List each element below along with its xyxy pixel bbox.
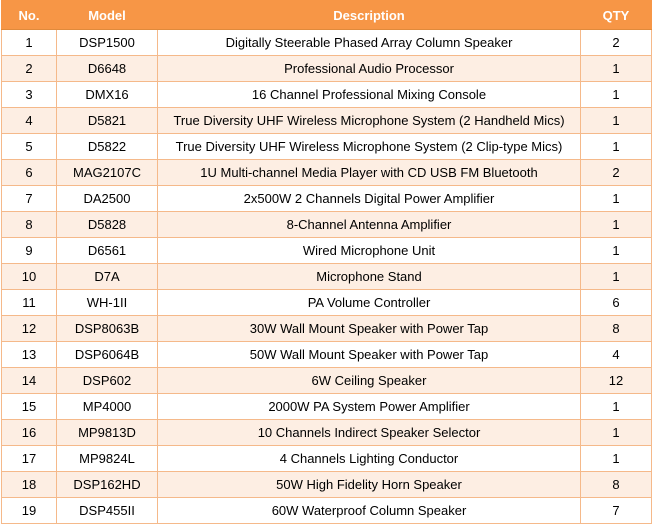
cell-qty: 1	[581, 108, 652, 134]
cell-model: MAG2107C	[57, 160, 158, 186]
cell-description: PA Volume Controller	[158, 290, 581, 316]
cell-no: 16	[2, 420, 57, 446]
cell-no: 19	[2, 498, 57, 524]
cell-model: MP9813D	[57, 420, 158, 446]
cell-description: 2000W PA System Power Amplifier	[158, 394, 581, 420]
cell-description: 60W Waterproof Column Speaker	[158, 498, 581, 524]
cell-model: D6561	[57, 238, 158, 264]
cell-qty: 1	[581, 420, 652, 446]
cell-no: 17	[2, 446, 57, 472]
cell-no: 5	[2, 134, 57, 160]
cell-no: 14	[2, 368, 57, 394]
cell-model: DSP8063B	[57, 316, 158, 342]
cell-model: DMX16	[57, 82, 158, 108]
table-row	[2, 498, 652, 524]
cell-no: 3	[2, 82, 57, 108]
cell-qty: 7	[581, 498, 652, 524]
table-row	[2, 30, 652, 56]
cell-qty: 12	[581, 368, 652, 394]
cell-qty: 1	[581, 56, 652, 82]
cell-model: D5822	[57, 134, 158, 160]
cell-no: 15	[2, 394, 57, 420]
table-row	[2, 394, 652, 420]
cell-no: 4	[2, 108, 57, 134]
header-no: No.	[2, 1, 57, 30]
cell-model: DSP6064B	[57, 342, 158, 368]
cell-model: D7A	[57, 264, 158, 290]
cell-qty: 1	[581, 134, 652, 160]
cell-qty: 8	[581, 316, 652, 342]
cell-qty: 4	[581, 342, 652, 368]
cell-model: DSP1500	[57, 30, 158, 56]
cell-model: MP9824L	[57, 446, 158, 472]
table-row	[2, 316, 652, 342]
cell-qty: 1	[581, 264, 652, 290]
cell-no: 1	[2, 30, 57, 56]
cell-qty: 1	[581, 82, 652, 108]
cell-qty: 8	[581, 472, 652, 498]
table-row	[2, 472, 652, 498]
table-row	[2, 82, 652, 108]
cell-qty: 2	[581, 160, 652, 186]
table-row	[2, 134, 652, 160]
cell-no: 8	[2, 212, 57, 238]
cell-description: True Diversity UHF Wireless Microphone System (2 Clip-type Mics)	[158, 134, 581, 160]
cell-description: 50W High Fidelity Horn Speaker	[158, 472, 581, 498]
cell-qty: 1	[581, 186, 652, 212]
cell-qty: 1	[581, 238, 652, 264]
table-row	[2, 56, 652, 82]
cell-model: D5821	[57, 108, 158, 134]
cell-description: Digitally Steerable Phased Array Column Speaker	[158, 30, 581, 56]
cell-no: 7	[2, 186, 57, 212]
cell-model: DSP602	[57, 368, 158, 394]
cell-description: 4 Channels Lighting Conductor	[158, 446, 581, 472]
cell-description: 16 Channel Professional Mixing Console	[158, 82, 581, 108]
cell-qty: 1	[581, 446, 652, 472]
cell-no: 12	[2, 316, 57, 342]
table-row	[2, 420, 652, 446]
cell-model: DA2500	[57, 186, 158, 212]
cell-no: 2	[2, 56, 57, 82]
table-row	[2, 160, 652, 186]
table-row	[2, 186, 652, 212]
cell-qty: 1	[581, 212, 652, 238]
cell-description: 10 Channels Indirect Speaker Selector	[158, 420, 581, 446]
header-model: Model	[57, 1, 158, 30]
equipment-table	[1, 0, 652, 524]
header-qty: QTY	[581, 1, 652, 30]
table-row	[2, 212, 652, 238]
table-row	[2, 238, 652, 264]
table-row	[2, 342, 652, 368]
cell-model: D6648	[57, 56, 158, 82]
cell-model: DSP162HD	[57, 472, 158, 498]
cell-model: DSP455II	[57, 498, 158, 524]
cell-model: D5828	[57, 212, 158, 238]
cell-description: Professional Audio Processor	[158, 56, 581, 82]
cell-no: 11	[2, 290, 57, 316]
table-row	[2, 290, 652, 316]
cell-qty: 2	[581, 30, 652, 56]
cell-no: 9	[2, 238, 57, 264]
cell-description: 8-Channel Antenna Amplifier	[158, 212, 581, 238]
header-description: Description	[158, 1, 581, 30]
cell-description: Microphone Stand	[158, 264, 581, 290]
table-row	[2, 264, 652, 290]
table-header	[2, 1, 652, 30]
cell-description: True Diversity UHF Wireless Microphone System (2 Handheld Mics)	[158, 108, 581, 134]
table-body	[2, 30, 652, 524]
cell-model: MP4000	[57, 394, 158, 420]
cell-description: 2x500W 2 Channels Digital Power Amplifier	[158, 186, 581, 212]
cell-description: 6W Ceiling Speaker	[158, 368, 581, 394]
cell-no: 6	[2, 160, 57, 186]
table-row	[2, 446, 652, 472]
cell-qty: 6	[581, 290, 652, 316]
table-row	[2, 108, 652, 134]
cell-description: Wired Microphone Unit	[158, 238, 581, 264]
header-row	[2, 1, 652, 30]
cell-qty: 1	[581, 394, 652, 420]
cell-description: 50W Wall Mount Speaker with Power Tap	[158, 342, 581, 368]
cell-description: 30W Wall Mount Speaker with Power Tap	[158, 316, 581, 342]
cell-no: 18	[2, 472, 57, 498]
cell-no: 13	[2, 342, 57, 368]
cell-description: 1U Multi-channel Media Player with CD USB FM Bluetooth	[158, 160, 581, 186]
cell-model: WH-1II	[57, 290, 158, 316]
cell-no: 10	[2, 264, 57, 290]
table-row	[2, 368, 652, 394]
